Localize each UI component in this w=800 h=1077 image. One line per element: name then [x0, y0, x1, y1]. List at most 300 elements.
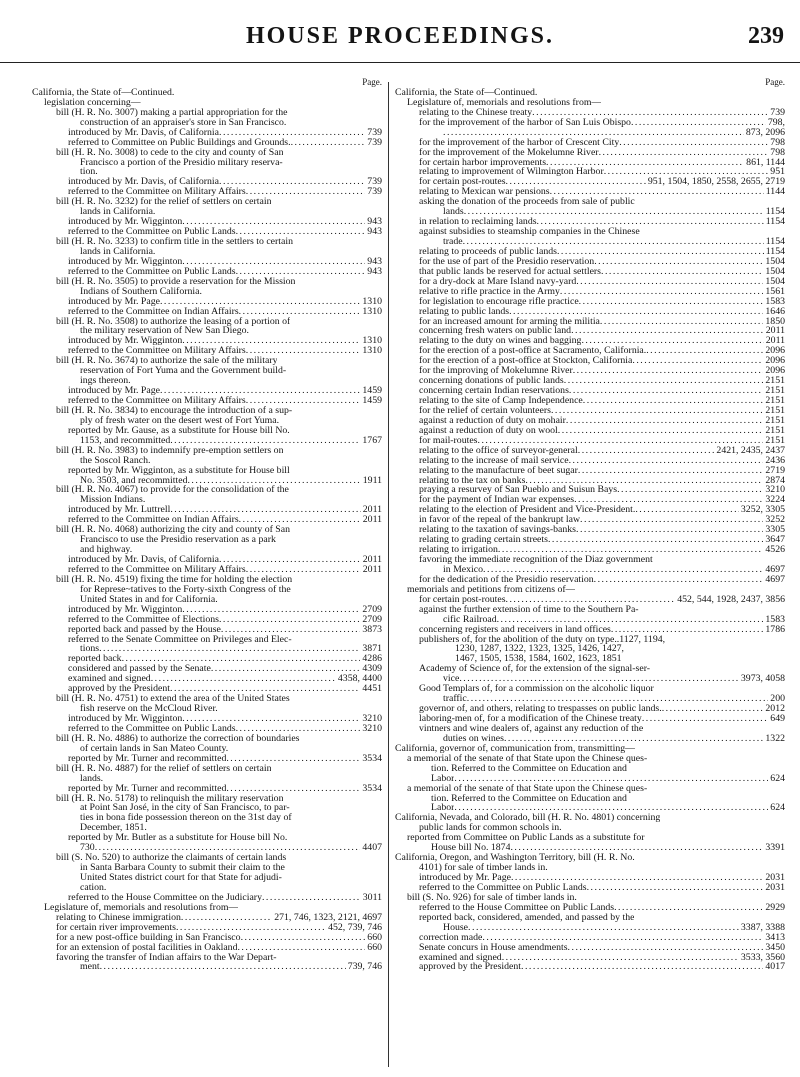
entry-text: legislation concerning— — [44, 97, 141, 108]
entry-text: asking the donation of the proceeds from sale of public — [419, 197, 635, 208]
page-reference: 2421, 2435, 2437 — [716, 444, 785, 456]
page-reference: 1459 — [362, 385, 382, 397]
page-reference: 2929 — [765, 901, 785, 913]
entry-text: lands in California. — [80, 207, 156, 218]
page-reference: 1561 — [765, 285, 785, 297]
index-entry — [395, 704, 785, 714]
index-entry — [32, 943, 382, 953]
index-entry — [395, 605, 785, 615]
entry-text: concerning fresh waters on public land — [419, 326, 572, 337]
index-entry — [395, 98, 785, 108]
entry-text: duties on wines — [443, 733, 504, 744]
dot-leader — [226, 784, 360, 794]
entry-text: Senate concurs in House amendments — [419, 942, 568, 953]
entry-text: No. 3503, and recommitted — [80, 475, 188, 486]
page-reference: 3534 — [362, 752, 382, 764]
page-reference: 1850 — [765, 315, 785, 327]
page-column-label: Page. — [765, 77, 785, 87]
index-entry — [32, 356, 382, 366]
index-entry — [32, 495, 382, 505]
index-entry — [32, 416, 382, 426]
page-reference: 624 — [770, 802, 785, 814]
page-reference: 1583 — [765, 613, 785, 625]
dot-leader — [587, 883, 764, 893]
dot-leader — [502, 953, 739, 963]
entry-text: reported by Mr. Turner and recommitted — [68, 783, 227, 794]
page-reference: 2011 — [765, 335, 785, 347]
entry-text: praying a resurvey of San Pueblo and Suisun Bays — [419, 485, 618, 496]
index-entry — [32, 376, 382, 386]
page-reference: 2709 — [362, 613, 382, 625]
page-reference: 4309 — [362, 663, 382, 675]
index-entry — [32, 456, 382, 466]
index-entry — [32, 565, 382, 575]
page-reference: 4017 — [765, 961, 785, 973]
page-reference: 951 — [770, 166, 785, 178]
entry-text: United States in and for California. — [80, 594, 218, 605]
page-reference: 200 — [770, 693, 785, 705]
index-entry — [395, 734, 785, 744]
dot-leader — [614, 903, 763, 913]
entry-text: 730 — [80, 843, 95, 854]
index-entry — [395, 953, 785, 963]
index-entry — [32, 734, 382, 744]
dot-leader — [239, 307, 361, 317]
entry-text: for certain river improvements — [56, 922, 176, 933]
entry-text: of certain lands in San Mateo County. — [80, 743, 229, 754]
entry-text: favoring the immediate recognition of the Diaz government — [419, 555, 653, 565]
entry-text: referred to the Committee on Indian Affairs — [68, 306, 239, 317]
entry-text: examined and signed — [68, 674, 151, 685]
entry-text: bill (H. R. No. 4887) for the relief of settlers on certain — [56, 763, 272, 774]
entry-text: 1230, 1287, 1322, 1323, 1325, 1426, 1427, — [455, 644, 624, 655]
index-entry — [395, 823, 785, 833]
dot-leader — [239, 515, 361, 525]
entry-text: California, the State of—Continued. — [32, 87, 175, 98]
index-entry — [32, 326, 382, 336]
index-entry — [32, 893, 382, 903]
dot-leader — [600, 317, 763, 327]
entry-text: tion. Referred to the Committee on Education and — [431, 793, 627, 804]
entry-text: bill (H. R. No. 4067) to provide for the consolidation of the — [56, 485, 289, 496]
dot-leader — [551, 406, 763, 416]
entry-text: bill (H. R. No. 4068) authorizing the city and county of San — [56, 525, 290, 536]
dot-leader — [182, 257, 365, 267]
entry-text: examined and signed — [419, 952, 502, 963]
index-entry — [32, 813, 382, 823]
entry-text: California, Nevada, and Colorado, bill (H. R. No. 4801) concerning — [395, 813, 661, 824]
page-reference: 3387, 3388 — [740, 921, 785, 933]
dot-leader — [95, 843, 361, 853]
index-entry — [395, 654, 785, 664]
index-entry — [395, 466, 785, 476]
index-entry — [32, 287, 382, 297]
page-reference: 2011 — [765, 325, 785, 337]
entry-text: introduced by Mr. Wigginton — [68, 714, 183, 724]
page-reference: 1646 — [765, 305, 785, 317]
index-entry — [395, 833, 785, 843]
index-entry — [32, 644, 382, 654]
page-reference: 2151 — [765, 424, 785, 436]
page-reference: 2011 — [362, 504, 382, 516]
index-entry — [32, 962, 382, 972]
index-entry — [395, 873, 785, 883]
index-entry — [395, 247, 785, 257]
index-entry — [32, 177, 382, 187]
dot-leader — [662, 704, 764, 714]
entry-text: for an extension of postal facilities in Oakland — [56, 942, 238, 953]
entry-text: for the erection of a post-office at Stockton, California — [419, 356, 633, 367]
index-entry — [395, 297, 785, 307]
dot-leader — [558, 426, 764, 436]
index-entry — [32, 396, 382, 406]
entry-text: referred to the Committee on Military Affairs — [68, 396, 246, 406]
index-entry — [395, 108, 785, 118]
index-entry — [395, 724, 785, 734]
page-reference: 3647 — [765, 534, 785, 546]
index-entry — [32, 555, 382, 565]
dot-leader — [170, 684, 360, 694]
dot-leader — [241, 933, 366, 943]
entry-text: bill (S. No. 926) for sale of timber lands in. — [407, 892, 577, 903]
entry-text: introduced by Mr. Page — [419, 873, 511, 883]
page-reference: 4407 — [362, 842, 382, 854]
index-entry — [32, 704, 382, 714]
entry-text: December, 1851. — [80, 823, 147, 834]
index-entry — [32, 575, 382, 585]
dot-leader — [219, 177, 365, 187]
index-entry — [395, 863, 785, 873]
index-entry — [395, 933, 785, 943]
dot-leader — [576, 277, 763, 287]
page-reference: 798 — [770, 146, 785, 158]
entry-text: vintners and wine dealers of, against any reduction of the — [419, 723, 644, 734]
page-reference: 3450 — [765, 941, 785, 953]
index-entry — [395, 515, 785, 525]
entry-text: introduced by Mr. Luttrell — [68, 505, 171, 516]
dot-leader — [635, 505, 739, 515]
entry-text: for the erection of a post-office at Sacramento, California. — [419, 346, 647, 357]
index-entry — [395, 893, 785, 903]
index-entry — [32, 446, 382, 456]
entry-text: reported back and passed by the House — [68, 624, 221, 635]
index-entry — [395, 485, 785, 495]
index-entry — [395, 376, 785, 386]
index-entry — [32, 863, 382, 873]
page-reference: 3413 — [765, 931, 785, 943]
index-entry — [32, 187, 382, 197]
dot-leader — [510, 843, 763, 853]
index-entry — [32, 207, 382, 217]
entry-text: for mail-routes — [419, 435, 478, 446]
page-reference: 1154 — [765, 245, 785, 257]
entry-text: House bill No. 1874 — [431, 843, 511, 854]
dot-leader — [219, 555, 361, 565]
entry-text: relating to the manufacture of beet sugar — [419, 465, 578, 476]
entry-text: bill (H. R. No. 3983) to indemnify pre-emption settlers on — [56, 445, 284, 456]
index-entry — [395, 853, 785, 863]
dot-leader — [578, 446, 715, 456]
page-reference: 3210 — [362, 722, 382, 734]
entry-text: ply of fresh water on the desert west of Fort Yuma. — [80, 415, 280, 426]
index-entry — [32, 515, 382, 525]
dot-leader — [581, 336, 763, 346]
index-entry — [395, 674, 785, 684]
dot-leader — [219, 128, 365, 138]
dot-leader — [576, 525, 763, 535]
entry-text: correction made — [419, 932, 483, 943]
entry-text: approved by the President — [419, 962, 522, 973]
entry-text: House — [443, 922, 469, 933]
index-entry — [32, 257, 382, 267]
page-reference: 3871 — [362, 643, 382, 655]
page-reference: 2031 — [765, 872, 785, 883]
dot-leader — [170, 505, 360, 515]
index-entry — [395, 794, 785, 804]
index-entry — [32, 366, 382, 376]
index-entry — [32, 217, 382, 227]
index-entry — [32, 247, 382, 257]
index-entry — [32, 128, 382, 138]
entry-text: bill (H. R. No. 3505) to provide a reservation for the Mission — [56, 276, 296, 287]
index-entry — [395, 903, 785, 913]
dot-leader — [569, 456, 764, 466]
dot-leader — [468, 923, 739, 933]
page-reference: 943 — [367, 216, 382, 228]
dot-leader — [463, 237, 764, 247]
page-reference: 1911 — [362, 474, 382, 486]
entry-text: bill (H. R. No. 4886) to authorize the correction of boundaries — [56, 733, 300, 744]
entry-text: against subsidies to steamship companies in the Chinese — [419, 227, 640, 237]
entry-text: tion. — [80, 167, 98, 178]
dot-leader — [550, 187, 764, 197]
entry-text: for the use of part of the Presidio reservation — [419, 256, 595, 267]
dot-leader — [506, 595, 676, 605]
index-entry — [395, 635, 785, 645]
index-entry — [395, 217, 785, 227]
index-entry — [32, 535, 382, 545]
page-reference: 3973, 4058 — [740, 673, 785, 685]
entry-text: bill (S. No. 520) to authorize the claimants of certain lands — [56, 853, 287, 864]
entry-text: for the improvement of the Mokelumne River — [419, 147, 599, 158]
index-entry — [395, 446, 785, 456]
dot-leader — [579, 297, 764, 307]
index-entry — [32, 148, 382, 158]
page-reference: 3011 — [362, 891, 382, 903]
index-entry — [32, 227, 382, 237]
entry-text: introduced by Mr. Davis, of California — [68, 177, 220, 188]
index-entry — [395, 267, 785, 277]
entry-text: reported by Mr. Wigginton, as a substitute for House bill — [68, 465, 290, 476]
index-entry — [395, 555, 785, 565]
entry-text: Francisco to use the Presidio reservation as a park — [80, 535, 276, 546]
dot-leader — [181, 913, 272, 923]
entry-text: relating to Chinese immigration — [56, 912, 181, 923]
entry-text: Labor — [431, 773, 455, 784]
dot-leader — [459, 674, 739, 684]
index-entry — [395, 913, 785, 923]
entry-text: referred to the Committee on Military Affairs — [68, 187, 246, 198]
entry-text: a memorial of the senate of that State upon the Chinese ques- — [407, 783, 648, 794]
page-number: 239 — [748, 23, 784, 49]
entry-text: relating to the duty on wines and bagging — [419, 336, 582, 347]
dot-leader — [617, 485, 763, 495]
dot-leader — [160, 386, 360, 396]
entry-text: referred to the Committee of Elections — [68, 614, 219, 625]
dot-leader — [176, 923, 326, 933]
entry-text: relating to proceeds of public lands — [419, 246, 557, 257]
index-entry — [395, 495, 785, 505]
dot-leader — [236, 724, 361, 734]
dot-leader — [571, 326, 764, 336]
index-entry — [32, 923, 382, 933]
entry-text: referred to the Committee on Indian Affairs — [68, 515, 239, 526]
index-entry — [395, 177, 785, 187]
index-entry — [32, 346, 382, 356]
dot-leader — [182, 217, 365, 227]
index-entry — [395, 843, 785, 853]
entry-text: the military reservation of New San Diego. — [80, 326, 249, 337]
index-entry — [395, 346, 785, 356]
index-entry — [32, 158, 382, 168]
entry-text: referred to the Senate Committee on Privileges and Elec- — [68, 634, 292, 645]
dot-leader — [509, 307, 763, 317]
index-entry — [395, 644, 785, 654]
entry-text: for the payment of Indian war expenses — [419, 495, 575, 506]
index-entry — [395, 714, 785, 724]
index-entry — [395, 684, 785, 694]
entry-text: approved by the President — [68, 684, 171, 695]
dot-leader — [246, 565, 361, 575]
index-entry — [32, 615, 382, 625]
dot-leader — [237, 943, 365, 953]
page-reference: 1767 — [362, 434, 382, 446]
entry-text: ings thereon. — [80, 376, 131, 387]
page-reference: 2011 — [362, 554, 382, 565]
entry-text: referred to Committee on Public Buildings and Grounds. — [68, 137, 291, 148]
entry-text: governor of, and others, relating to trespasses on public lands. — [419, 704, 662, 714]
entry-text: for Represe~tatives to the Forty-sixth Congress of the — [80, 584, 291, 595]
dot-leader — [464, 207, 764, 217]
page-reference: 3534 — [362, 782, 382, 794]
entry-text: relating to irrigation — [419, 545, 498, 555]
index-entry — [395, 336, 785, 346]
dot-leader — [454, 803, 768, 813]
index-entry — [32, 307, 382, 317]
page-reference: 660 — [367, 941, 382, 953]
page-reference: 861, 1144 — [746, 156, 785, 168]
entry-text: relating to the election of President and Vice-President. — [419, 505, 636, 516]
entry-text: reported by Mr. Turner and recommitted — [68, 753, 227, 764]
entry-text: California, Oregon, and Washington Territory, bill (H. R. No. — [395, 853, 635, 864]
page-reference: 739, 746 — [347, 961, 382, 973]
index-entry — [32, 297, 382, 307]
index-entry — [32, 108, 382, 118]
page-reference: 1583 — [765, 295, 785, 307]
page-reference: 2719 — [765, 464, 785, 476]
entry-text: in favor of the repeal of the bankrupt law — [419, 515, 581, 526]
entry-text: a memorial of the senate of that State upon the Chinese ques- — [407, 753, 648, 764]
index-entry — [395, 197, 785, 207]
index-entry — [32, 794, 382, 804]
index-entry — [32, 436, 382, 446]
dot-leader — [246, 396, 361, 406]
entry-text: cific Railroad — [443, 614, 497, 625]
page-reference: 1322 — [765, 732, 785, 744]
index-entry — [395, 883, 785, 893]
index-entry — [395, 158, 785, 168]
entry-text: construction of an appraiser's store in San Francisco. — [80, 117, 287, 128]
page-reference: 739 — [367, 136, 382, 148]
entry-text: against a reduction of duty on mohair — [419, 415, 566, 426]
dot-leader — [182, 714, 360, 724]
entry-text: for certain post-routes — [419, 594, 506, 605]
page-header — [0, 0, 800, 63]
dot-leader — [557, 247, 764, 257]
dot-leader — [151, 674, 336, 684]
entry-text: for the dedication of the Presidio reservation — [419, 574, 594, 585]
page-reference: 739 — [367, 126, 382, 138]
entry-text: lands. — [80, 773, 104, 784]
dot-leader — [546, 158, 744, 168]
page-reference: 1154 — [765, 236, 785, 247]
page-reference: 1154 — [765, 216, 785, 228]
entry-text: against a reduction of duty on wool — [419, 425, 558, 436]
entry-text: Academy of Science of, for the extension of the signal-ser- — [419, 664, 651, 675]
index-entry — [32, 933, 382, 943]
dot-leader — [619, 138, 768, 148]
running-title: HOUSE PROCEEDINGS. — [245, 23, 555, 49]
index-entry — [395, 287, 785, 297]
entry-text: vice — [443, 674, 460, 685]
entry-text: referred to the Committee on Public Lands — [68, 227, 236, 237]
index-entry — [32, 803, 382, 813]
dot-leader — [511, 873, 763, 883]
entry-text: the Soscol Ranch. — [80, 455, 151, 466]
entry-text: for an increased amount for arming the militia — [419, 316, 600, 327]
dot-leader — [506, 177, 646, 187]
page-reference: 2096 — [765, 365, 785, 377]
index-entry — [32, 88, 382, 98]
page-reference: 4451 — [362, 683, 382, 695]
dot-leader — [100, 962, 346, 972]
dot-leader — [569, 386, 764, 396]
dot-leader — [566, 416, 763, 426]
dot-leader — [170, 436, 360, 446]
entry-text: concerning registers and receivers in land offices — [419, 624, 611, 635]
index-entry — [395, 505, 785, 515]
dot-leader — [632, 356, 763, 366]
page-reference: 1310 — [362, 335, 382, 347]
dot-leader — [187, 476, 360, 486]
entry-text: favoring the transfer of Indian affairs to the War Depart- — [56, 952, 277, 963]
page-reference: 3533, 3560 — [740, 951, 785, 963]
index-entry — [32, 406, 382, 416]
page-reference: 3252 — [765, 514, 785, 526]
entry-text: reported by Mr. Gause, as a substitute for House bill No. — [68, 425, 290, 436]
page-reference: 2151 — [765, 385, 785, 397]
entry-text: relating to the increase of mail service — [419, 455, 569, 466]
column-divider — [388, 82, 389, 1067]
dot-leader — [467, 694, 769, 704]
entry-text: 1467, 1505, 1538, 1584, 1602, 1623, 1851 — [455, 654, 622, 665]
page-reference: 2031 — [765, 881, 785, 893]
dot-leader — [483, 565, 763, 575]
entry-text: for certain harbor improvements — [419, 157, 547, 168]
entry-text: tion. Referred to the Committee on Education and — [431, 763, 627, 774]
dot-leader — [122, 654, 361, 664]
index-entry — [32, 953, 382, 963]
